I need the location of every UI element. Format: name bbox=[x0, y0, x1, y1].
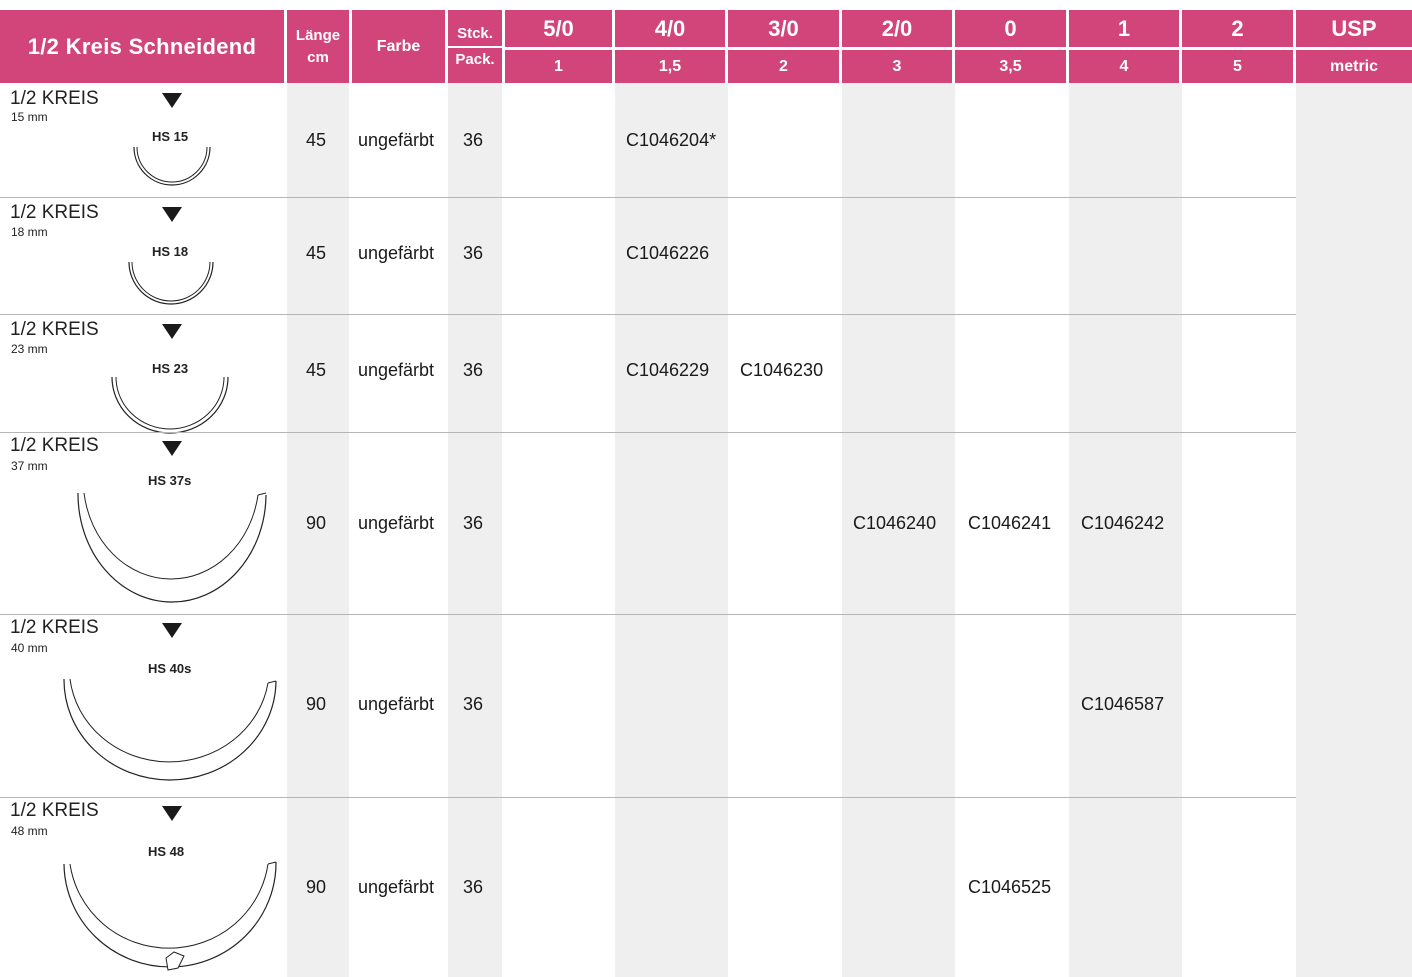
needle-size-mm: 40 mm bbox=[11, 641, 48, 655]
needle-size-mm: 23 mm bbox=[11, 342, 48, 356]
cutting-triangle-icon bbox=[162, 441, 182, 456]
header-usp-5-0: 5/0 bbox=[505, 10, 612, 47]
needle-size-mm: 15 mm bbox=[11, 110, 48, 124]
table-row bbox=[0, 83, 1296, 198]
stck-value: 36 bbox=[463, 360, 484, 380]
needle-code-label: HS 48 bbox=[148, 844, 185, 859]
header-usp-2: 2 bbox=[1182, 10, 1293, 47]
header-usp-2-0: 2/0 bbox=[842, 10, 952, 47]
needle-shape-label: 1/2 KREIS bbox=[10, 800, 99, 821]
needle-shape-label: 1/2 KREIS bbox=[10, 617, 99, 638]
needle-size-mm: 18 mm bbox=[11, 225, 48, 239]
header-usp-4-0: 4/0 bbox=[615, 10, 725, 47]
needle-code-label: HS 40s bbox=[148, 661, 192, 676]
product-code: C1046240 bbox=[853, 513, 937, 533]
product-code: C1046587 bbox=[1081, 694, 1165, 714]
farbe-value: ungefärbt bbox=[358, 243, 435, 263]
product-code: C1046230 bbox=[740, 360, 824, 380]
product-code: C1046525 bbox=[968, 877, 1052, 897]
needle-curve-icon bbox=[125, 258, 221, 306]
header-usp-3-0: 3/0 bbox=[728, 10, 839, 47]
farbe-value: ungefärbt bbox=[358, 694, 435, 714]
needle-shape-label: 1/2 KREIS bbox=[10, 435, 99, 456]
stck-value: 36 bbox=[463, 243, 484, 263]
stck-value: 36 bbox=[463, 877, 484, 897]
farbe-value: ungefärbt bbox=[358, 360, 435, 380]
product-code: C1046204* bbox=[626, 130, 717, 150]
product-code: C1046229 bbox=[626, 360, 710, 380]
laenge-value: 90 bbox=[306, 513, 327, 533]
table-title: 1/2 Kreis Schneidend bbox=[0, 10, 284, 83]
needle-code-label: HS 18 bbox=[152, 244, 189, 259]
header-metric-label: metric bbox=[1296, 50, 1412, 83]
cutting-triangle-icon bbox=[162, 806, 182, 821]
needle-code-label: HS 23 bbox=[152, 361, 189, 376]
needle-code-label: HS 15 bbox=[152, 129, 189, 144]
needle-shape-label: 1/2 KREIS bbox=[10, 202, 99, 223]
farbe-value: ungefärbt bbox=[358, 130, 435, 150]
table-row bbox=[0, 198, 1296, 314]
header-stck-pack bbox=[448, 10, 502, 83]
needle-curve-icon bbox=[128, 143, 220, 188]
header-farbe: Farbe bbox=[352, 10, 445, 83]
header-laenge-label: Länge bbox=[295, 26, 341, 44]
cutting-triangle-icon bbox=[162, 623, 182, 638]
header-metric-1-5: 1,5 bbox=[615, 50, 725, 83]
needle-curve-icon bbox=[108, 373, 238, 435]
header-laenge bbox=[287, 10, 349, 83]
needle-shape-label: 1/2 KREIS bbox=[10, 88, 99, 109]
header-pack-label: Pack. bbox=[455, 50, 495, 68]
farbe-value: ungefärbt bbox=[358, 513, 435, 533]
cutting-triangle-icon bbox=[162, 324, 182, 339]
stck-value: 36 bbox=[463, 130, 484, 150]
stck-value: 36 bbox=[463, 694, 484, 714]
needle-curve-icon bbox=[60, 675, 284, 787]
needle-size-mm: 37 mm bbox=[11, 459, 48, 473]
laenge-value: 90 bbox=[306, 877, 327, 897]
cutting-triangle-icon bbox=[162, 207, 182, 222]
header-metric-3: 3 bbox=[842, 50, 952, 83]
table-row bbox=[0, 615, 1296, 797]
farbe-value: ungefärbt bbox=[358, 877, 435, 897]
needle-curve-icon bbox=[60, 860, 284, 972]
table-row bbox=[0, 315, 1296, 432]
header-usp-1: 1 bbox=[1069, 10, 1179, 47]
needle-curve-icon bbox=[74, 489, 274, 607]
laenge-value: 45 bbox=[306, 360, 327, 380]
header-metric-3-5: 3,5 bbox=[955, 50, 1066, 83]
laenge-value: 90 bbox=[306, 694, 327, 714]
header-stck-label: Stck. bbox=[457, 24, 493, 42]
product-code: C1046226 bbox=[626, 243, 710, 263]
header-laenge-unit: cm bbox=[307, 48, 329, 66]
header-metric-5: 5 bbox=[1182, 50, 1293, 83]
stck-value: 36 bbox=[463, 513, 484, 533]
laenge-value: 45 bbox=[306, 130, 327, 150]
product-code: C1046241 bbox=[968, 513, 1052, 533]
usp-metric-column-shade bbox=[1296, 83, 1412, 977]
product-code: C1046242 bbox=[1081, 513, 1165, 533]
header-metric-2: 2 bbox=[728, 50, 839, 83]
laenge-value: 45 bbox=[306, 243, 327, 263]
needle-shape-label: 1/2 KREIS bbox=[10, 319, 99, 340]
needle-size-mm: 48 mm bbox=[11, 824, 48, 838]
header-usp-label: USP bbox=[1296, 10, 1412, 47]
needle-code-label: HS 37s bbox=[148, 473, 192, 488]
header-usp-0: 0 bbox=[955, 10, 1066, 47]
header-metric-4: 4 bbox=[1069, 50, 1179, 83]
table-row bbox=[0, 798, 1296, 977]
table-row bbox=[0, 433, 1296, 614]
header-metric-1: 1 bbox=[505, 50, 612, 83]
cutting-triangle-icon bbox=[162, 93, 182, 108]
